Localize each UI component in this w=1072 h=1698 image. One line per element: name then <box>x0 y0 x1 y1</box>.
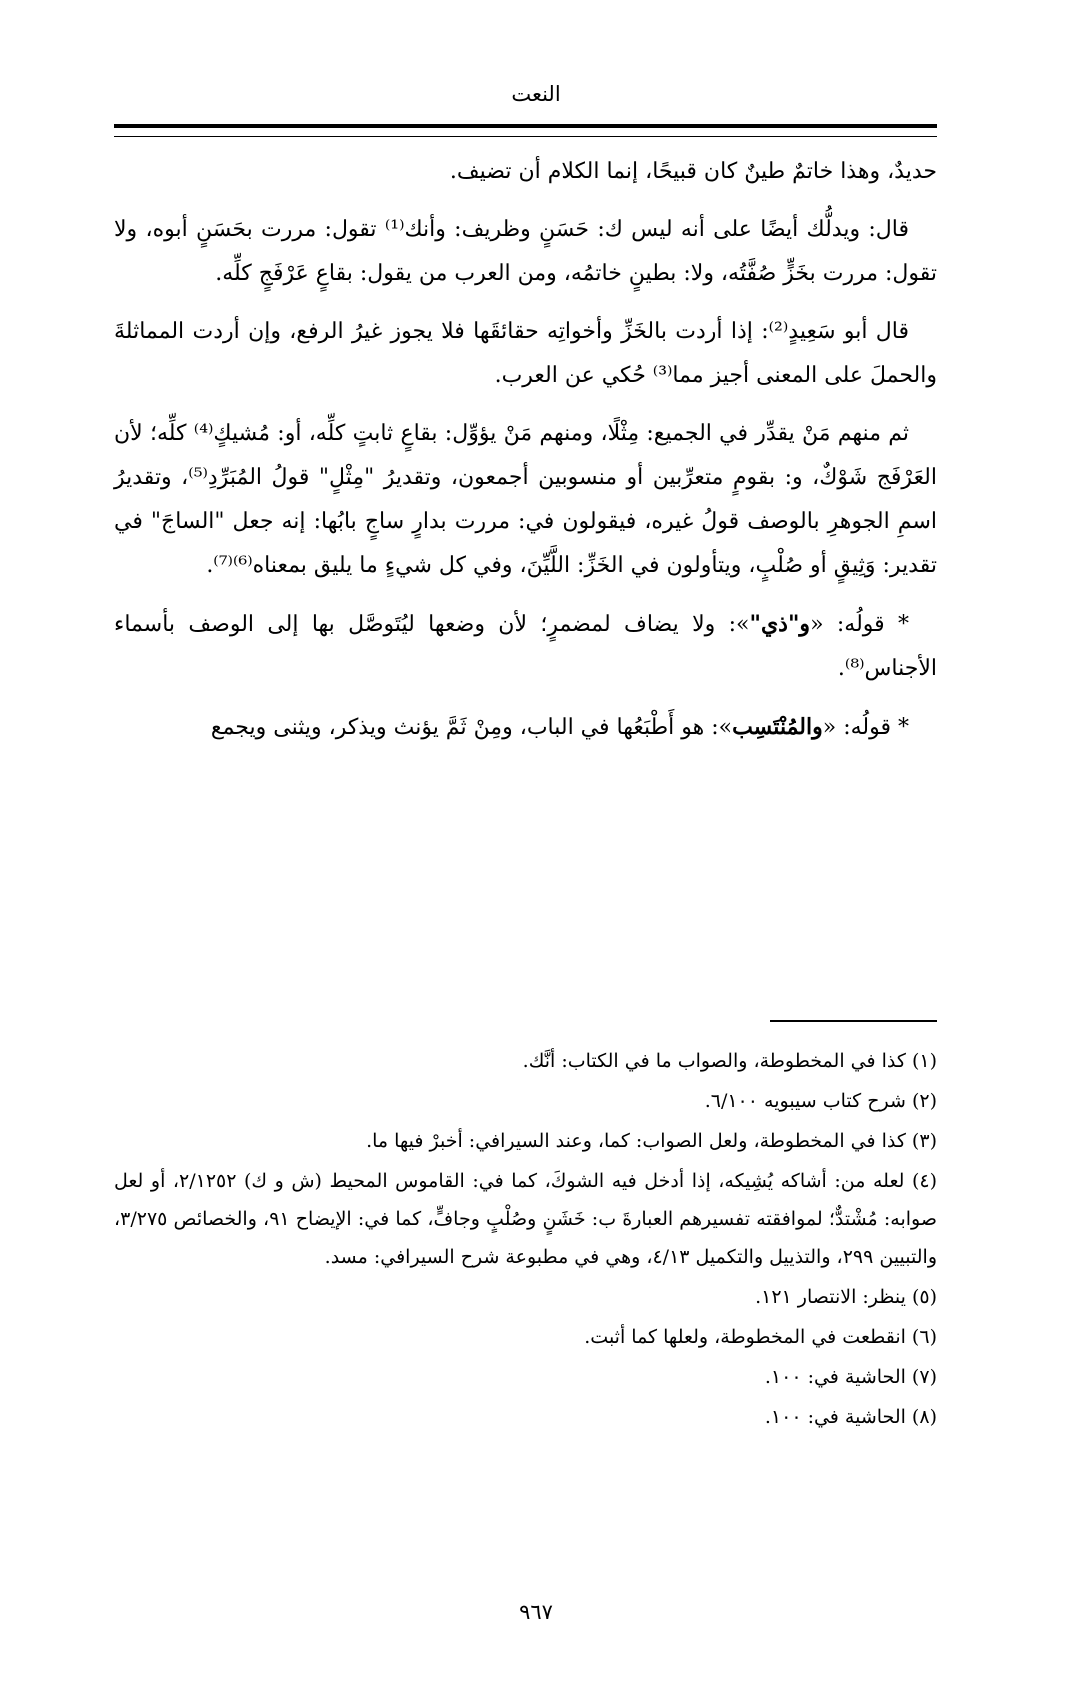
paragraph: حديدٌ، وهذا خاتمٌ طينٌ كان قبيحًا، إنما الكلام أن تضيف. <box>449 159 937 184</box>
item-prefix: * قولُه: « <box>810 612 910 637</box>
footnote-separator <box>770 1020 937 1022</box>
commentary-item <box>114 705 937 750</box>
item-prefix: * قولُه: « <box>822 715 909 740</box>
footnote: (٨) الحاشية في: ١٠٠. <box>764 1406 937 1428</box>
footnote: (٦) انقطعت في المخطوطة، ولعلها كما أثبت. <box>584 1326 937 1348</box>
item-keyword: والمُنْتَسِب <box>732 714 823 740</box>
item-text: »: ولا يضاف لمضمرٍ؛ لأن وضعها ليُتَوصَّل بها إلى الوصف بأسماء الأجناس⁽⁸⁾. <box>114 612 937 681</box>
page-number: ٩٦٧ <box>519 1600 553 1624</box>
paragraph: ثم منهم مَنْ يقدِّر في الجميع: مِثْلًا، ومنهم مَنْ يؤوِّل: بقاعٍ ثابتٍ كلِّه، أو: مُشيكٍ⁽⁴⁾ كلِّه؛ لأن العَرْفَج شَوْكٌ، و: بقومٍ متعرِّبين أو منسوبين أجمعون، وتقديرُ "مِثْلٍ" قولُ المُبَرِّدِ⁽⁵⁾، وتقديرُ اسمِ الجوهرِ بالوصف قولُ غيره، فيقولون في: مررت بدارٍ ساجٍ بابُها: إنه جعل "الساجَ" في تقدير: وَثِيقٍ أو صُلْبٍ، ويتأولون في الخَزِّ: اللَّيِّنَ، وفي كل شيءٍ ما يليق بمعناه⁽⁶⁾⁽⁷⁾. <box>114 421 937 578</box>
footnote: (٣) كذا في المخطوطة، ولعل الصواب: كما، وعند السيرافي: أخبرْ فيها ما. <box>366 1130 937 1152</box>
footnote: (١) كذا في المخطوطة، والصواب ما في الكتاب: أنَّك. <box>522 1050 937 1072</box>
item-text: »: هو أَطْبَعُها في الباب، ومِنْ ثَمَّ يؤنث ويذكر، ويثنى ويجمع <box>210 715 733 740</box>
running-header: النعت <box>511 82 561 106</box>
footnote: (٥) ينظر: الانتصار ١٢١. <box>755 1286 937 1308</box>
header-rule-thick <box>114 124 937 128</box>
footnotes <box>114 1042 937 1438</box>
item-keyword: و"ذي" <box>749 611 811 637</box>
header-rule-thin <box>114 136 937 137</box>
footnote: (٤) لعله من: أشاكه يُشِيكه، إذا أدخل فيه الشوكَ، كما في: القاموس المحيط (ش و ك) ٢/١٢٥٢، أو لعل صوابه: مُشْتدٌّ؛ لموافقته تفسيرهم العبارةَ ب: خَشَنٍ وصُلْبٍ وجافٍّ، كما في: الإيضاح ٩١، والخصائص ٣/٢٧٥، والتبيين ٢٩٩، والتذييل والتكميل ٤/١٣، وهي في مطبوعة شرح السيرافي: مسد. <box>114 1170 937 1268</box>
footnote: (٧) الحاشية في: ١٠٠. <box>764 1366 937 1388</box>
paragraph: قال أبو سَعِيدٍ⁽²⁾: إذا أردت بالخَزِّ وأخواتِه حقائقَها فلا يجوز غيرُ الرفع، وإن أردت المماثلةَ والحملَ على المعنى أجيز مما⁽³⁾ حُكي عن العرب. <box>114 319 937 388</box>
commentary-item <box>114 602 937 691</box>
paragraph: قال: ويدلُّك أيضًا على أنه ليس ك: حَسَنٍ وظريف: وأنك⁽¹⁾ تقول: مررت بحَسَنٍ أبوه، ولا تقول: مررت بخَزٍّ صُفَّتُه، ولا: بطينٍ خاتمُه، ومن العرب من يقول: بقاعٍ عَرْفَجٍ كلِّه. <box>114 217 937 286</box>
footnote: (٢) شرح كتاب سيبويه ٦/١٠٠. <box>704 1090 937 1112</box>
main-text <box>114 150 937 764</box>
